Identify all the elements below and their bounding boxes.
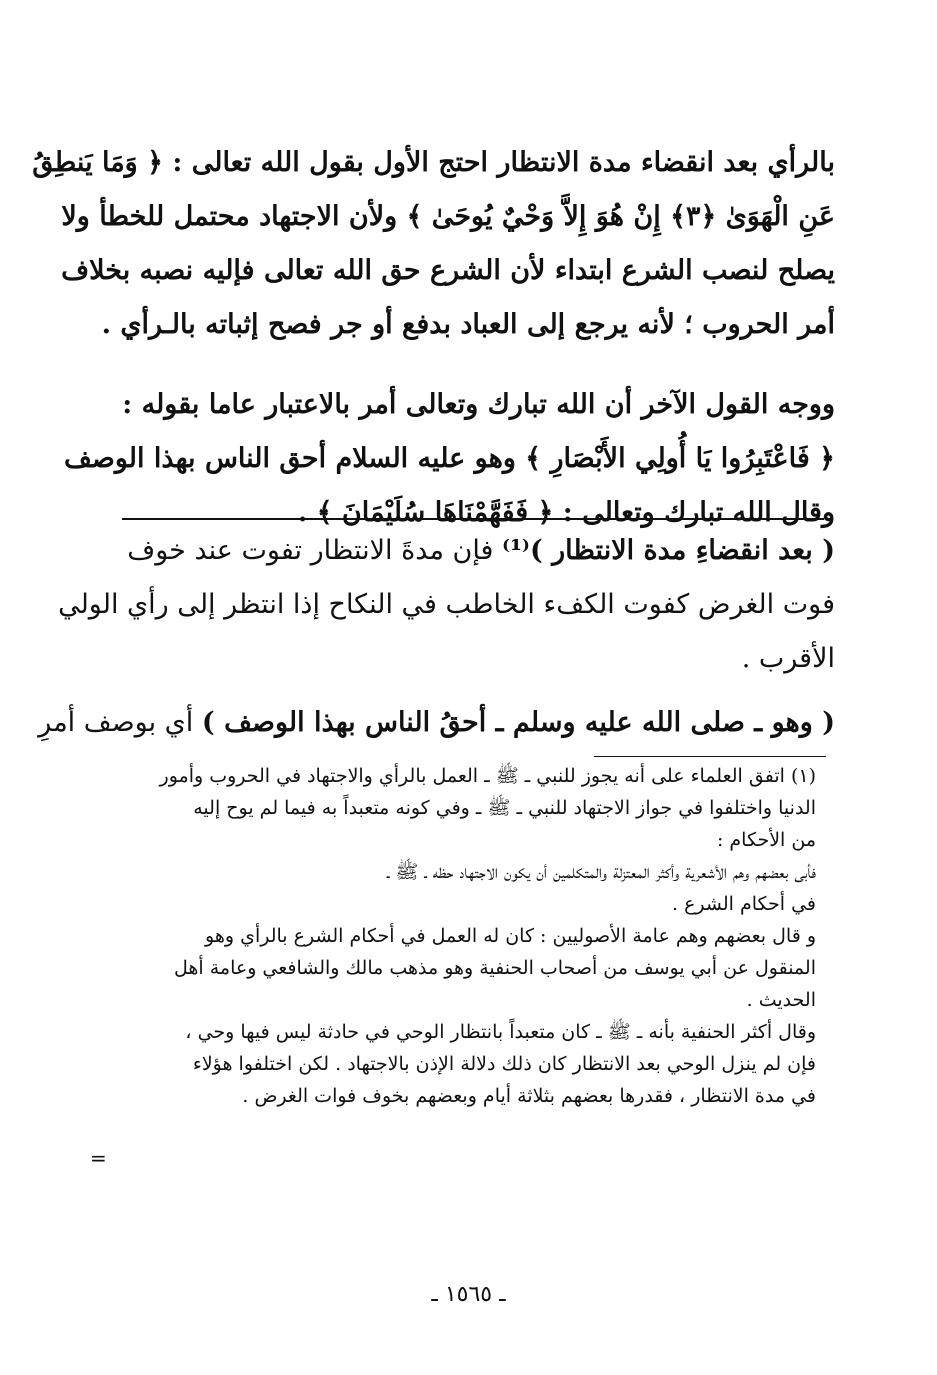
main-text-line: أمر الحروب ؛ لأنه يرجع إلى العباد بدفع أو جر فصح إثباته بالـرأي . — [101, 309, 835, 340]
commentary-quote: ( وهو ـ صلى الله عليه وسلم ـ أحقُ الناس بهذا الوصف ) — [201, 707, 835, 738]
main-text-line: ووجه القول الآخر أن الله تبارك وتعالى أمر بالاعتبار عاما بقوله : — [122, 389, 835, 420]
footnote-line: فأبى بعضهم وهم الأشعرية وأكثر المعتزلة والمتكلمين أن يكون الاجتهاد حظه ـ ﷺ ـ — [386, 861, 816, 883]
continuation-mark: = — [90, 1146, 107, 1170]
footnotes — [116, 760, 816, 1112]
commentary-line: الأقرب . — [741, 643, 835, 674]
commentary-quote: ( بعد انقضاءِ مدة الانتظار )⁽¹⁾ — [502, 535, 835, 566]
footnote-line: فإن لم ينزل الوحي بعد الانتظار كان ذلك دلالة الإذن بالاجتهاد . لكن اختلفوا هؤلاء — [192, 1053, 816, 1075]
commentary-line: فوت الغرض كفوت الكفء الخاطب في النكاح إذا انتظر إلى رأي الولي — [58, 589, 835, 620]
footnote-line: في مدة الانتظار ، فقدرها بعضهم بثلاثة أيام وبعضهم بخوف فوات الغرض . — [242, 1085, 816, 1107]
footnote-line: في أحكام الشرع . — [672, 893, 816, 915]
main-text-line: بالرأي بعد انقضاء مدة الانتظار احتج الأول بقول الله تعالى : ﴿ وَمَا يَنطِقُ — [32, 147, 835, 178]
main-text-line: وقال الله تبارك وتعالى : ﴿ فَفَهَّمْنَاهَا سُلَيْمَانَ ﴾ . — [297, 497, 835, 528]
footnote-separator-rule — [594, 756, 826, 757]
main-text-line: ﴿ فَاعْتَبِرُوا يَا أُولِي الأَبْصَارِ ﴾ وهو عليه السلام أحق الناس بهذا الوصف — [63, 443, 835, 474]
main-text — [32, 136, 835, 540]
main-text-line: يصلح لنصب الشرع ابتداء لأن الشرع حق الله تعالى فإليه نصبه بخلاف — [61, 255, 835, 286]
main-text-line: عَنِ الْهَوَىٰ ﴿٣﴾ إِنْ هُوَ إِلاَّ وَحْيٌ يُوحَىٰ ﴾ ولأن الاجتهاد محتمل للخطأ ولا — [61, 201, 835, 232]
footnote-number: (١) — [790, 765, 816, 787]
footnote-line: و قال بعضهم وهم عامة الأصوليين : كان له العمل في أحكام الشرع بالرأي وهو — [205, 925, 816, 947]
footnote-line: الدنيا واختلفوا في جواز الاجتهاد للنبي ـ ﷺ ـ وفي كونه متعبداً به فيما لم يوح إليه — [193, 797, 816, 819]
footnote-line: (١) اتفق العلماء على أنه يجوز للنبي ـ ﷺ ـ العمل بالرأي والاجتهاد في الحروب وأمور — [159, 765, 816, 787]
main-separator-rule — [122, 518, 824, 520]
page-number: ـ ١٥٦٥ ـ — [431, 1282, 506, 1307]
footnote-line: المنقول عن أبي يوسف من أصحاب الحنفية وهو مذهب مالك والشافعي وعامة أهل — [173, 957, 816, 979]
footnote-line: الحديث . — [746, 989, 816, 1011]
footnote-line: من الأحكام : — [716, 829, 816, 851]
commentary — [38, 524, 835, 750]
commentary-line — [38, 696, 835, 750]
commentary-text: فإن مدةَ الانتظار تفوت عند خوف — [127, 535, 503, 566]
footnote-line: وقال أكثر الحنفية بأنه ـ ﷺ ـ كان متعبداً بانتظار الوحي في حادثة ليس فيها وحي ، — [185, 1021, 816, 1043]
commentary-text: أي بوصف أمرِ — [38, 707, 202, 738]
commentary-line — [120, 524, 835, 578]
